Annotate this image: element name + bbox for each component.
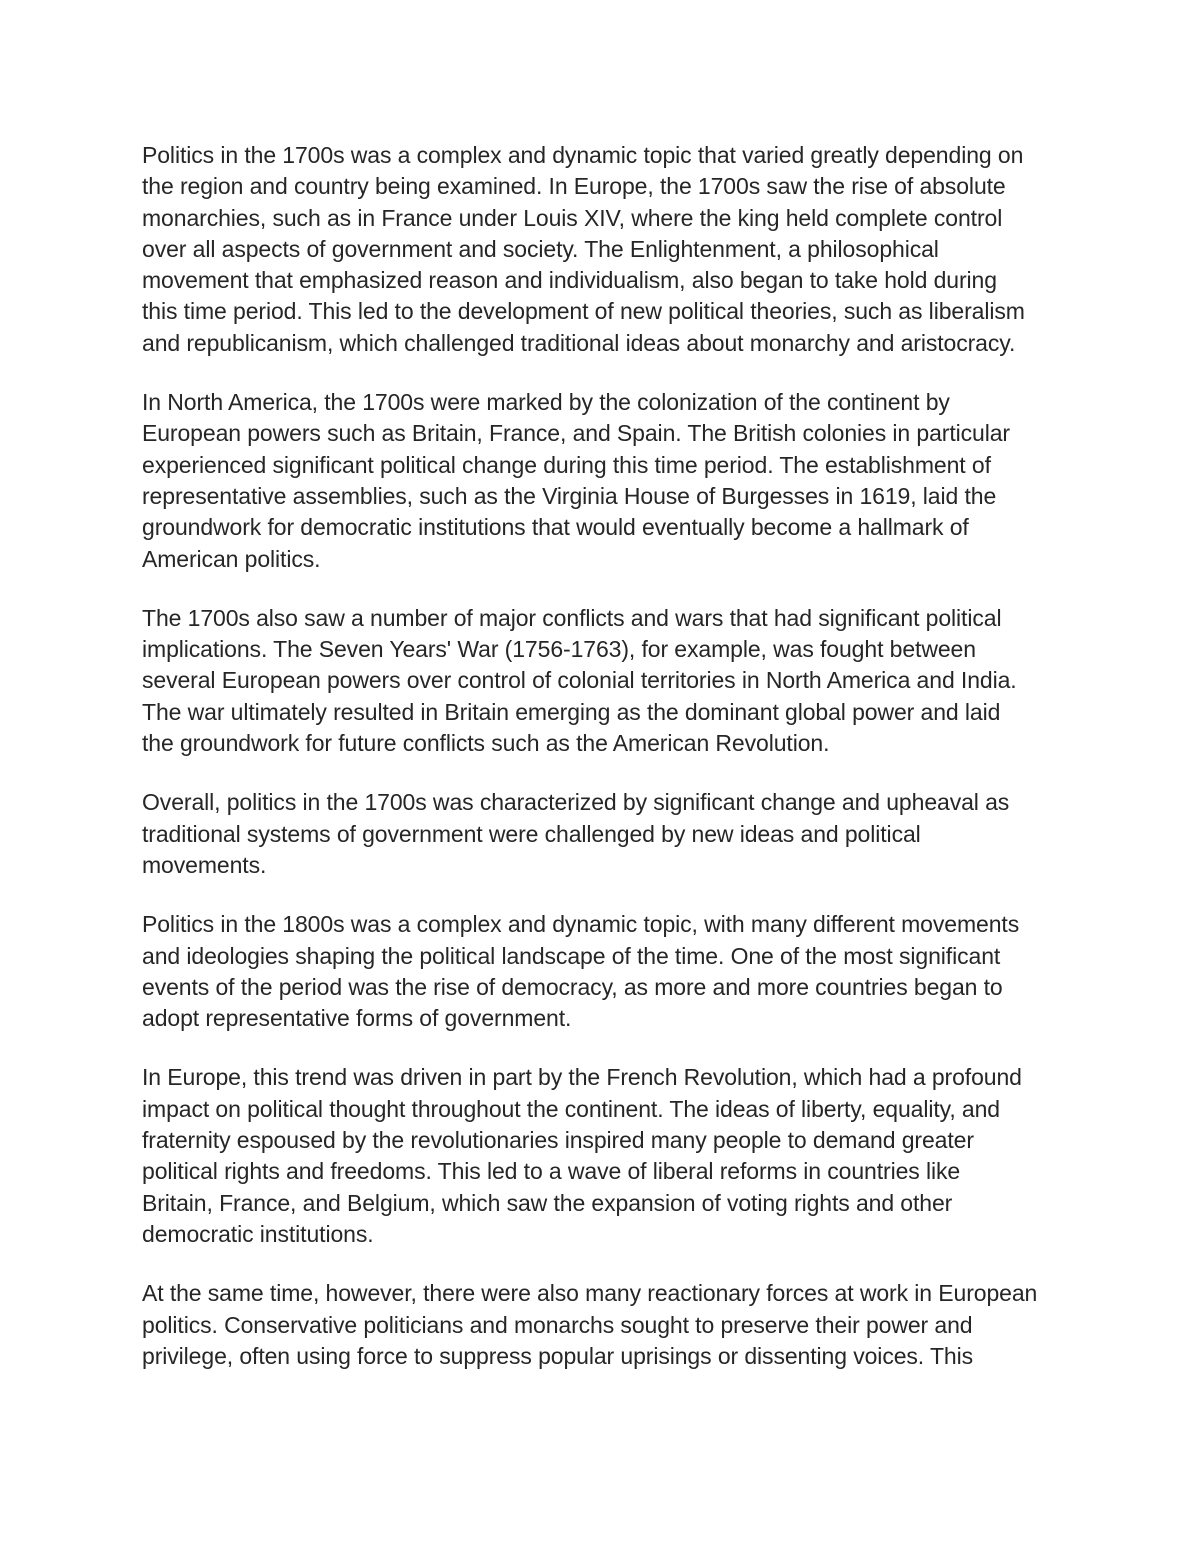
text-line: and ideologies shaping the political landscape of the time. One of the most significant (142, 942, 1001, 969)
paragraph-french-revolution (142, 1062, 1072, 1250)
text-line: groundwork for democratic institutions that would eventually become a hallmark of (142, 514, 969, 541)
paragraph-north-america (142, 387, 1072, 575)
text-line: Politics in the 1800s was a complex and dynamic topic, with many different movements (142, 911, 1020, 938)
text-line: implications. The Seven Years' War (1756-1763), for example, was fought between (142, 636, 976, 663)
text-line: American politics. (142, 545, 321, 572)
text-line: In North America, the 1700s were marked by the colonization of the continent by (142, 389, 950, 416)
document-body (142, 140, 1072, 1400)
text-line: this time period. This led to the development of new political theories, such as liberalism (142, 298, 1025, 325)
text-line: and republicanism, which challenged traditional ideas about monarchy and aristocracy. (142, 329, 1016, 356)
text-line: The war ultimately resulted in Britain emerging as the dominant global power and laid (142, 698, 1001, 725)
text-line: monarchies, such as in France under Louis XIV, where the king held complete control (142, 204, 1003, 231)
text-line: politics. Conservative politicians and monarchs sought to preserve their power and (142, 1311, 973, 1338)
text-line: political rights and freedoms. This led to a wave of liberal reforms in countries like (142, 1158, 961, 1185)
text-line: representative assemblies, such as the Virginia House of Burgesses in 1619, laid the (142, 482, 997, 509)
text-line: the region and country being examined. In Europe, the 1700s saw the rise of absolute (142, 173, 1006, 200)
paragraph-conflicts-wars (142, 603, 1072, 759)
text-line: Politics in the 1700s was a complex and dynamic topic that varied greatly depending on (142, 142, 1024, 168)
text-line: movements. (142, 851, 267, 878)
text-line: Overall, politics in the 1700s was characterized by significant change and upheaval as (142, 789, 1010, 816)
text-line: events of the period was the rise of democracy, as more and more countries began to (142, 973, 1003, 1000)
text-line: over all aspects of government and society. The Enlightenment, a philosophical (142, 235, 939, 262)
paragraph-overall-1700s (142, 787, 1072, 881)
text-line: European powers such as Britain, France, and Spain. The British colonies in particular (142, 420, 1010, 447)
paragraph-reactionary-forces (142, 1278, 1072, 1372)
text-line: democratic institutions. (142, 1220, 374, 1247)
text-line: the groundwork for future conflicts such as the American Revolution. (142, 730, 830, 757)
text-line: experienced significant political change during this time period. The establishment of (142, 451, 991, 478)
text-line: several European powers over control of colonial territories in North America and India. (142, 667, 1017, 694)
text-line: movement that emphasized reason and individualism, also began to take hold during (142, 267, 997, 294)
paragraph-politics-1800s-intro (142, 909, 1072, 1034)
text-line: fraternity espoused by the revolutionaries inspired many people to demand greater (142, 1127, 974, 1154)
text-line: Britain, France, and Belgium, which saw the expansion of voting rights and other (142, 1189, 953, 1216)
text-line: In Europe, this trend was driven in part by the French Revolution, which had a profound (142, 1064, 1022, 1091)
paragraph-politics-1700s-intro (142, 140, 1072, 359)
text-line: impact on political thought throughout the continent. The ideas of liberty, equality, and (142, 1095, 1000, 1122)
text-line: At the same time, however, there were also many reactionary forces at work in European (142, 1280, 1038, 1307)
text-line: privilege, often using force to suppress popular uprisings or dissenting voices. This (142, 1342, 974, 1369)
text-line: traditional systems of government were challenged by new ideas and political (142, 820, 921, 847)
text-line: The 1700s also saw a number of major conflicts and wars that had significant political (142, 604, 1002, 631)
text-line: adopt representative forms of government. (142, 1005, 572, 1032)
